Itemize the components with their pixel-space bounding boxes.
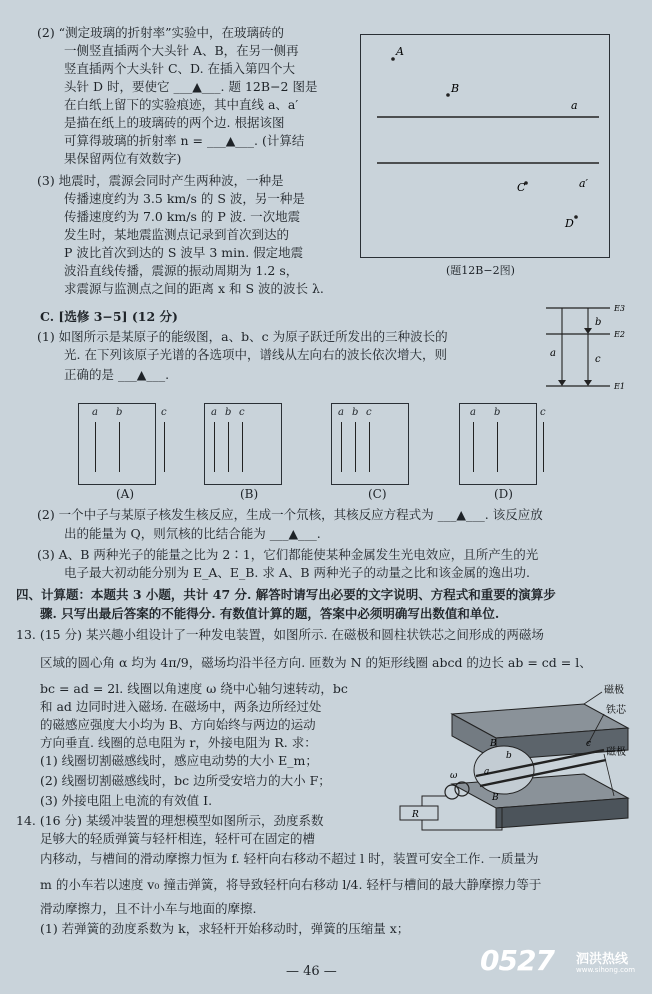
pin-label: A <box>396 45 404 58</box>
label-magnet: 磁极 <box>606 747 626 758</box>
text-line: (2) 一个中子与某原子核发生核反应，生成一个氘核，其核反应方程式为 ___▲___. 该反应放 <box>37 507 543 522</box>
spectrum-line <box>164 422 165 472</box>
watermark-name: 泗洪热线 <box>576 952 629 967</box>
edge-label: a′ <box>579 177 589 190</box>
text-line: 足够大的轻质弹簧与轻杆相连，轻杆可在固定的槽 <box>40 831 316 846</box>
arrow-label: a <box>550 348 556 359</box>
text-line: (2) 线圈切割磁感线时，bc 边所受安培力的大小 F； <box>40 773 331 788</box>
spectrum-line <box>214 422 215 472</box>
spectrum-line <box>355 422 356 472</box>
label-coil-c: c <box>586 739 592 749</box>
line-label: b <box>352 407 359 418</box>
watermark-logo <box>480 934 652 994</box>
line-label: b <box>494 407 501 418</box>
edge-label: a <box>571 99 578 112</box>
text-line: 传播速度约为 3.5 km/s 的 S 波，另一种是 <box>64 191 305 206</box>
level-label: E2 <box>614 330 625 339</box>
spectrum-line <box>95 422 96 472</box>
text-line: 头针 D 时，要使它 ___▲___. 题 12B−2 图是 <box>64 79 318 94</box>
text-line: 在白纸上留下的实验痕迹，其中直线 a、a′ <box>64 97 299 112</box>
pin-label: D <box>565 217 574 230</box>
pin-label: B <box>451 82 460 95</box>
text-line: 求震源与监测点之间的距离 x 和 S 波的波长 λ. <box>64 281 324 296</box>
label-core: 铁芯 <box>606 705 626 716</box>
pin-b <box>446 93 450 97</box>
watermark-brand: 0527 <box>480 944 554 977</box>
line-label: a <box>338 407 344 418</box>
energy-level-diagram <box>540 300 640 396</box>
option-label: (C) <box>368 487 387 501</box>
text-line: 13. (15 分) 某兴趣小组设计了一种发电装置，如图所示. 在磁极和圆柱状铁芯之间形成的两磁场 <box>16 627 544 642</box>
text-line: 一侧竖直插两个大头针 A、B，在另一侧再 <box>64 43 299 58</box>
slip-ring <box>445 785 459 799</box>
spectrum-line <box>473 422 474 472</box>
text-line: 滑动摩擦力，且不计小车与地面的摩擦. <box>40 901 257 916</box>
text-line: 正确的是 ___▲___. <box>64 367 170 382</box>
text-line: 电子最大初动能分别为 E_A、E_B. 求 A、B 两种光子的动量之比和该金属的逸出功. <box>64 565 531 580</box>
spectrum-line <box>543 422 544 472</box>
pin-a <box>391 57 395 61</box>
pin-label: C <box>517 181 526 194</box>
leader-line <box>584 692 602 704</box>
text-line: (1) 若弹簧的劲度系数为 k，求轻杆开始移动时，弹簧的压缩量 x； <box>40 921 410 936</box>
line-label: b <box>225 407 232 418</box>
text-line: P 波比首次到达的 S 波早 3 min. 假定地震 <box>64 245 304 260</box>
text-line: (1) 如图所示是某原子的能级图，a、b、c 为原子跃迁所发出的三种波长的 <box>37 329 448 344</box>
text-line: (1) 线圈切割磁感线时，感应电动势的大小 E_m； <box>40 753 318 768</box>
spectrum-line <box>341 422 342 472</box>
label-r: R <box>412 810 419 820</box>
text-line: 波沿直线传播，震源的振动周期为 1.2 s， <box>64 263 299 278</box>
spectrum-line <box>228 422 229 472</box>
arrow-label: b <box>595 317 602 328</box>
line-label: b <box>116 407 123 418</box>
text-line: (3) 外接电阻上电流的有效值 I. <box>40 793 213 808</box>
spectrum-line <box>497 422 498 472</box>
text-line: 果保留两位有效数字) <box>64 151 182 166</box>
line-label: c <box>239 407 245 418</box>
section-heading: 骤. 只写出最后答案的不能得分. 有数值计算的题，答案中必须明确写出数值和单位. <box>40 606 500 621</box>
label-magnet: 磁极 <box>604 685 624 696</box>
option-label: (B) <box>240 487 259 501</box>
text-line: 可算得玻璃的折射率 n = ___▲___. (计算结 <box>64 133 305 148</box>
label-b: B <box>492 793 499 803</box>
watermark-url: www.sihong.com <box>576 966 636 974</box>
resistor-r <box>400 806 438 820</box>
text-line: m 的小车若以速度 v₀ 撞击弹簧，将导致轻杆向右移动 l/4. 轻杆与槽间的最大静摩擦力等于 <box>40 877 542 892</box>
text-line: 光. 在下列该原子光谱的各选项中，谱线从左向右的波长依次增大，则 <box>64 347 447 362</box>
label-coil-b: b <box>506 751 512 761</box>
spectrum-option-a <box>78 403 167 485</box>
spectrum-line <box>369 422 370 472</box>
page-number: — 46 — <box>286 964 337 979</box>
line-label: c <box>540 407 546 418</box>
text-line: bc = ad = 2l. 线圈以角速度 ω 绕中心轴匀速转动，bc <box>40 681 348 696</box>
text-line: 出的能量为 Q，则氘核的比结合能为 ___▲___. <box>64 526 321 541</box>
label-b: B <box>490 739 497 749</box>
text-line: 的磁感应强度大小均为 B、方向始终与两边的运动 <box>40 717 316 732</box>
text-line: 方向垂直. 线圈的总电阻为 r，外接电阻为 R. 求： <box>40 735 317 750</box>
spectrum-line <box>119 422 120 472</box>
arrowhead <box>584 380 592 386</box>
figure-12b2 <box>360 34 610 258</box>
label-coil-a: a <box>484 767 490 777</box>
arrowhead <box>584 328 592 334</box>
spectrum-option-d <box>459 403 546 485</box>
text-line: 区域的圆心角 α 均为 4π/9，磁场均沿半径方向. 匝数为 N 的矩形线圈 abcd 的边长 ab = cd = l、 <box>40 655 592 670</box>
line-label: c <box>161 407 167 418</box>
option-label: (A) <box>116 487 135 501</box>
option-label: (D) <box>494 487 513 501</box>
text-line: (3) 地震时，震源会同时产生两种波，一种是 <box>37 173 284 188</box>
section-heading: C. [选修 3−5] (12 分) <box>40 309 178 324</box>
level-label: E1 <box>614 382 625 391</box>
label-omega: ω <box>450 771 458 781</box>
text-line: 竖直插两个大头针 C、D. 在插入第四个大 <box>64 61 296 76</box>
text-line: (2) “测定玻璃的折射率”实验中，在玻璃砖的 <box>37 25 284 40</box>
text-line: 发生时，某地震监测点记录到首次到达的 <box>64 227 290 242</box>
line-label: a <box>211 407 217 418</box>
text-line: 传播速度约为 7.0 km/s 的 P 波. 一次地震 <box>64 209 301 224</box>
line-label: c <box>366 407 372 418</box>
line-label: a <box>92 407 98 418</box>
generator-diagram <box>392 684 644 836</box>
text-line: 是描在纸上的玻璃砖的两个边. 根据该图 <box>64 115 285 130</box>
arrow-label: c <box>595 354 601 365</box>
spectrum-line <box>242 422 243 472</box>
text-line: 内移动，与槽间的滑动摩擦力恒为 f. 轻杆向右移动不超过 l 时，装置可安全工作. 一质量为 <box>40 851 539 866</box>
figure-12b2-drawing <box>361 35 609 257</box>
arrowhead <box>558 380 566 386</box>
figure-caption: (题12B−2图) <box>446 264 515 277</box>
pin-d <box>574 215 578 219</box>
spectrum-option-c <box>331 403 409 485</box>
spectrum-option-b <box>204 403 282 485</box>
text-line: 和 ad 边同时进入磁场. 在磁场中，两条边所经过处 <box>40 699 322 714</box>
section-heading: 四、计算题：本题共 3 小题，共计 47 分. 解答时请写出必要的文字说明、方程式和重要的演算步 <box>16 587 556 602</box>
level-label: E3 <box>614 304 625 313</box>
line-label: a <box>470 407 476 418</box>
text-line: 14. (16 分) 某缓冲装置的理想模型如图所示，劲度系数 <box>16 813 324 828</box>
text-line: (3) A、B 两种光子的能量之比为 2∶1，它们都能使某种金属发生光电效应，且所产生的光 <box>37 547 539 562</box>
